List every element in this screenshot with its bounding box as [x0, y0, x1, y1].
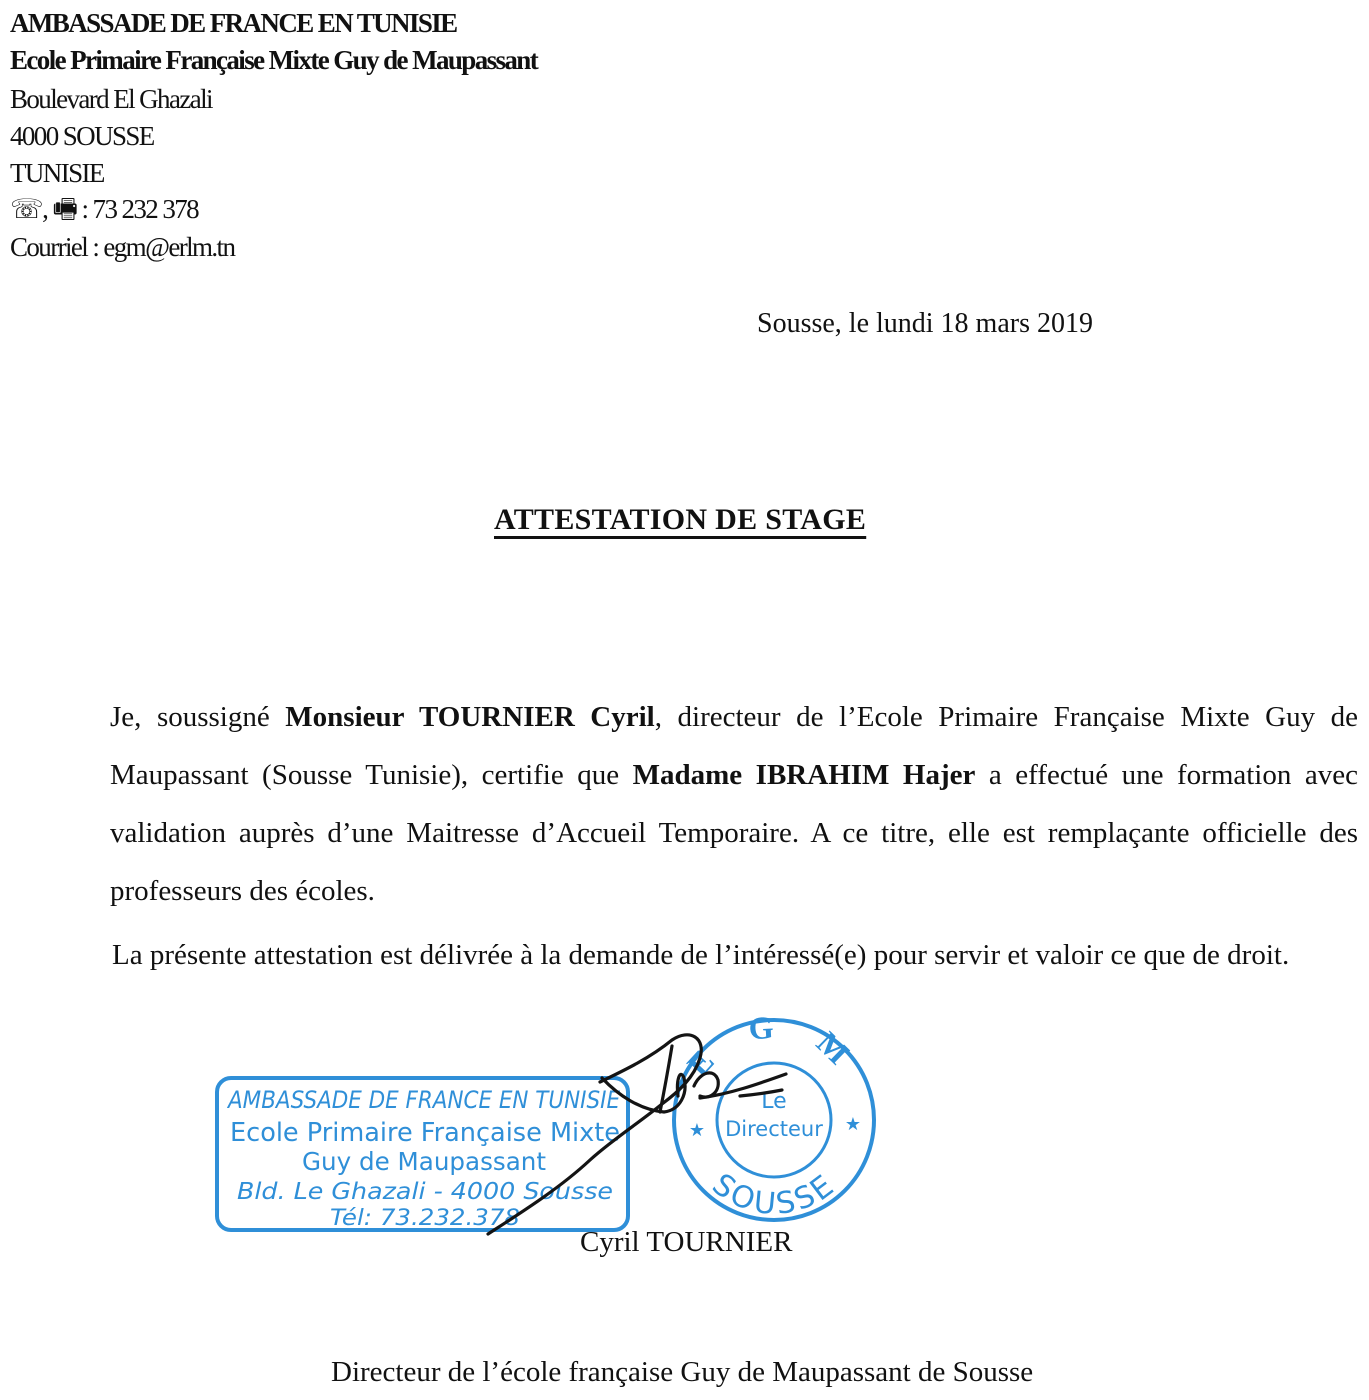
- star-icon: ★: [688, 1120, 706, 1141]
- round-stamp-bottom-text: SOUSSE: [705, 1166, 843, 1223]
- email: Courriel : egm@erlm.tn: [10, 232, 235, 262]
- round-stamp-center-line-1: Le: [761, 1089, 787, 1114]
- star-icon: ★: [844, 1114, 862, 1135]
- address-city: 4000 SOUSSE: [10, 121, 154, 151]
- body-text: a effectué une formation avec validation auprès d’une Maitresse d’Accueil Temporaire. A ce titre, elle est remplaçante officielle des professeurs des écoles.: [110, 759, 1358, 907]
- embassy-name: AMBASSADE DE FRANCE EN TUNISIE: [10, 8, 457, 38]
- rect-stamp-line-2: Ecole Primaire Française Mixte: [230, 1118, 620, 1148]
- signatory-title: Directeur de l’école française Guy de Maupassant de Sousse: [331, 1356, 1034, 1388]
- director-name: Monsieur TOURNIER Cyril: [285, 701, 655, 733]
- address-country: TUNISIE: [10, 158, 104, 188]
- body-text: Je, soussigné: [110, 701, 286, 733]
- rect-stamp-line-3: Guy de Maupassant: [302, 1147, 547, 1176]
- rect-stamp-line-5: Tél: 73.232.378: [330, 1206, 520, 1231]
- body-paragraph-2: La présente attestation est délivrée à la demande de l’intéressé(e) pour servir et valoir ce que de droit.: [112, 939, 1290, 971]
- rect-stamp-line-1: AMBASSADE DE FRANCE EN TUNISIE: [226, 1086, 621, 1114]
- rect-stamp-line-4: Bld. Le Ghazali - 4000 Sousse: [237, 1179, 613, 1205]
- round-stamp: [674, 1008, 874, 1222]
- rectangular-stamp: [217, 1078, 628, 1231]
- document-title: ATTESTATION DE STAGE: [494, 503, 867, 536]
- round-stamp-top-text: E G M: [679, 1008, 868, 1083]
- address-street: Boulevard El Ghazali: [10, 84, 212, 114]
- round-stamp-center-line-2: Directeur: [725, 1117, 823, 1141]
- body-text: , directeur de l’Ecole Primaire Française Mixte Guy de Maupassant (Sousse Tunisie), certifie que: [110, 701, 1358, 791]
- school-name: Ecole Primaire Française Mixte Guy de Maupassant: [10, 45, 538, 75]
- signatory-name: Cyril TOURNIER: [580, 1226, 793, 1258]
- intern-name: Madame IBRAHIM Hajer: [632, 759, 976, 791]
- letter-date: Sousse, le lundi 18 mars 2019: [757, 308, 1093, 339]
- phone-fax: ☏, 🖷 : 73 232 378: [10, 194, 199, 224]
